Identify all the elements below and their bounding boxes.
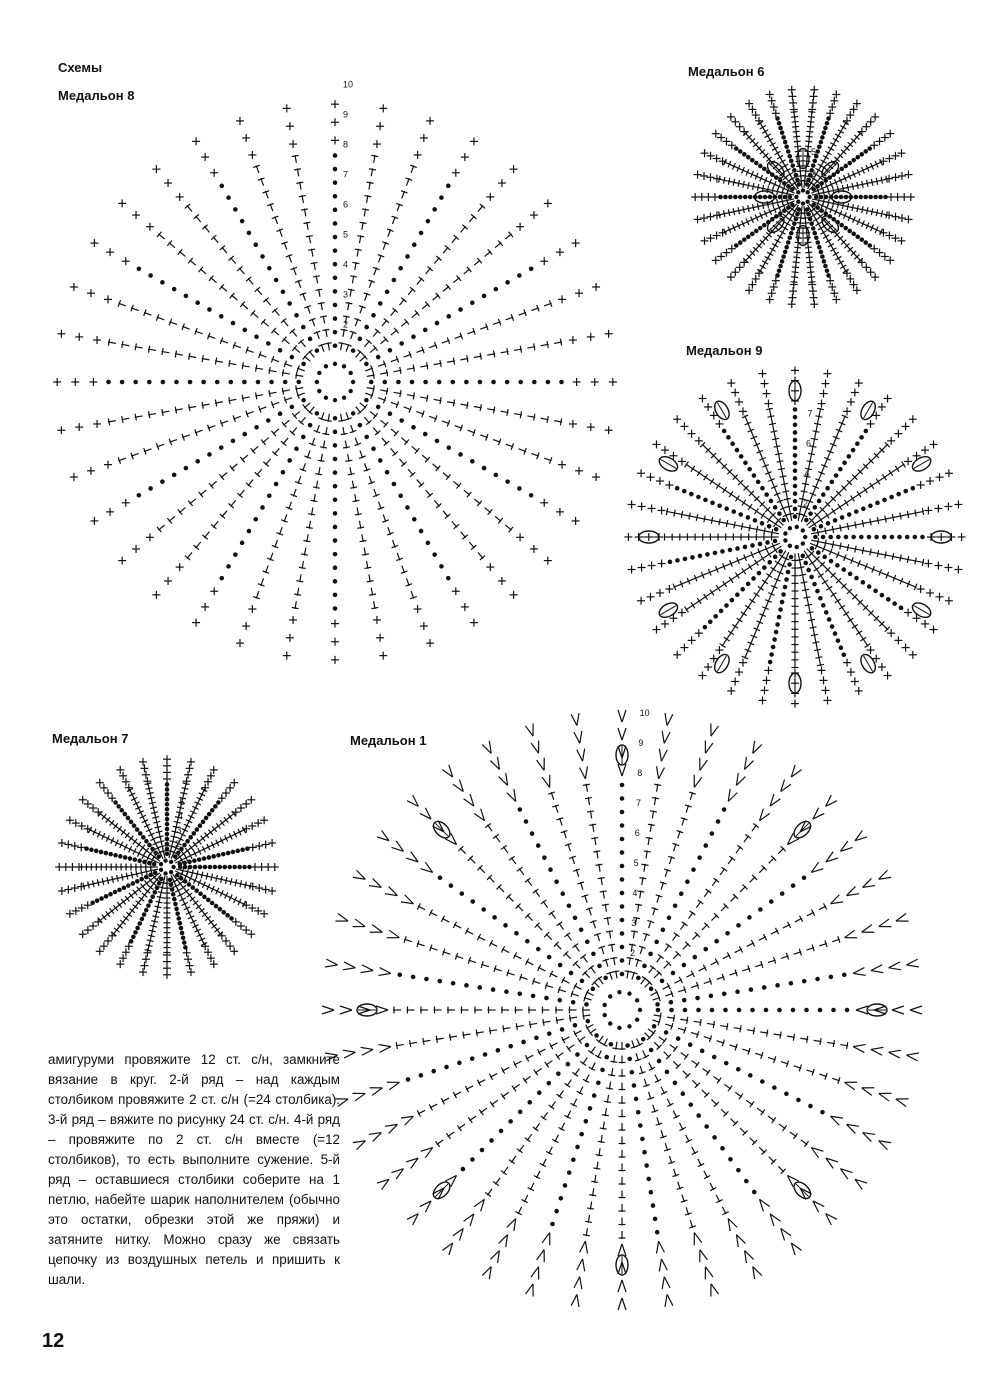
row-number: 4 — [804, 468, 810, 479]
row-number: 6 — [343, 199, 349, 210]
row-number: 9 — [638, 738, 644, 748]
row-number: 2 — [803, 498, 809, 509]
medallion-6-label: Медальон 6 — [688, 64, 765, 79]
row-number: 7 — [807, 408, 813, 419]
medallion-9-label: Медальон 9 — [686, 343, 763, 358]
row-number: 2 — [175, 839, 181, 850]
row-number: 3 — [176, 825, 182, 836]
row-number: 8 — [343, 139, 349, 150]
medallion-8-label: Медальон 8 — [58, 88, 135, 103]
row-number: 4 — [632, 888, 638, 898]
row-number: 10 — [639, 708, 650, 718]
row-number: 10 — [343, 79, 354, 90]
row-number: 2 — [811, 169, 817, 180]
description-text: амигуруми провяжите 12 ст. с/н, замкните вязание в круг. 2-й ряд – над каждым столбиком провяжите 2 ст. с/н (=24 столбика). 3-й ряд – вяжите по рисунку 24 ст. с/н. 4-й ряд – провяжите по 2 ст. с/н вместе (=12 столбиков), то есть выполните сужение. 5-й ряд – оставшиеся столбики соберите на 1 петлю, набейте шарик наполнителем (обычно это остатки, обрезки этой же пряжи) и затяните нитку. Можно сразу же связать цепочку из воздушных петель и пришить к шали. — [48, 1052, 340, 1287]
row-number: 6 — [806, 438, 812, 449]
medallion-7-label: Медальон 7 — [52, 731, 129, 746]
row-number: 6 — [634, 828, 640, 838]
schemes-label: Схемы — [58, 60, 103, 75]
row-number: 3 — [343, 289, 349, 300]
row-number: 5 — [343, 229, 349, 240]
row-number: 5 — [179, 797, 185, 808]
row-number: 4 — [343, 259, 349, 270]
row-number: 3 — [631, 918, 637, 928]
row-number: 2 — [343, 319, 349, 330]
row-number: 7 — [343, 169, 349, 180]
row-number: 5 — [811, 147, 817, 158]
row-number: 4 — [178, 811, 184, 822]
row-number: 7 — [636, 798, 642, 808]
row-number: 2 — [630, 948, 636, 958]
row-number: 8 — [637, 768, 643, 778]
page-number: 12 — [42, 1330, 65, 1352]
row-number: 5 — [633, 858, 639, 868]
medallion-1-label: Медальон 1 — [350, 733, 427, 748]
row-number: 9 — [343, 109, 349, 120]
